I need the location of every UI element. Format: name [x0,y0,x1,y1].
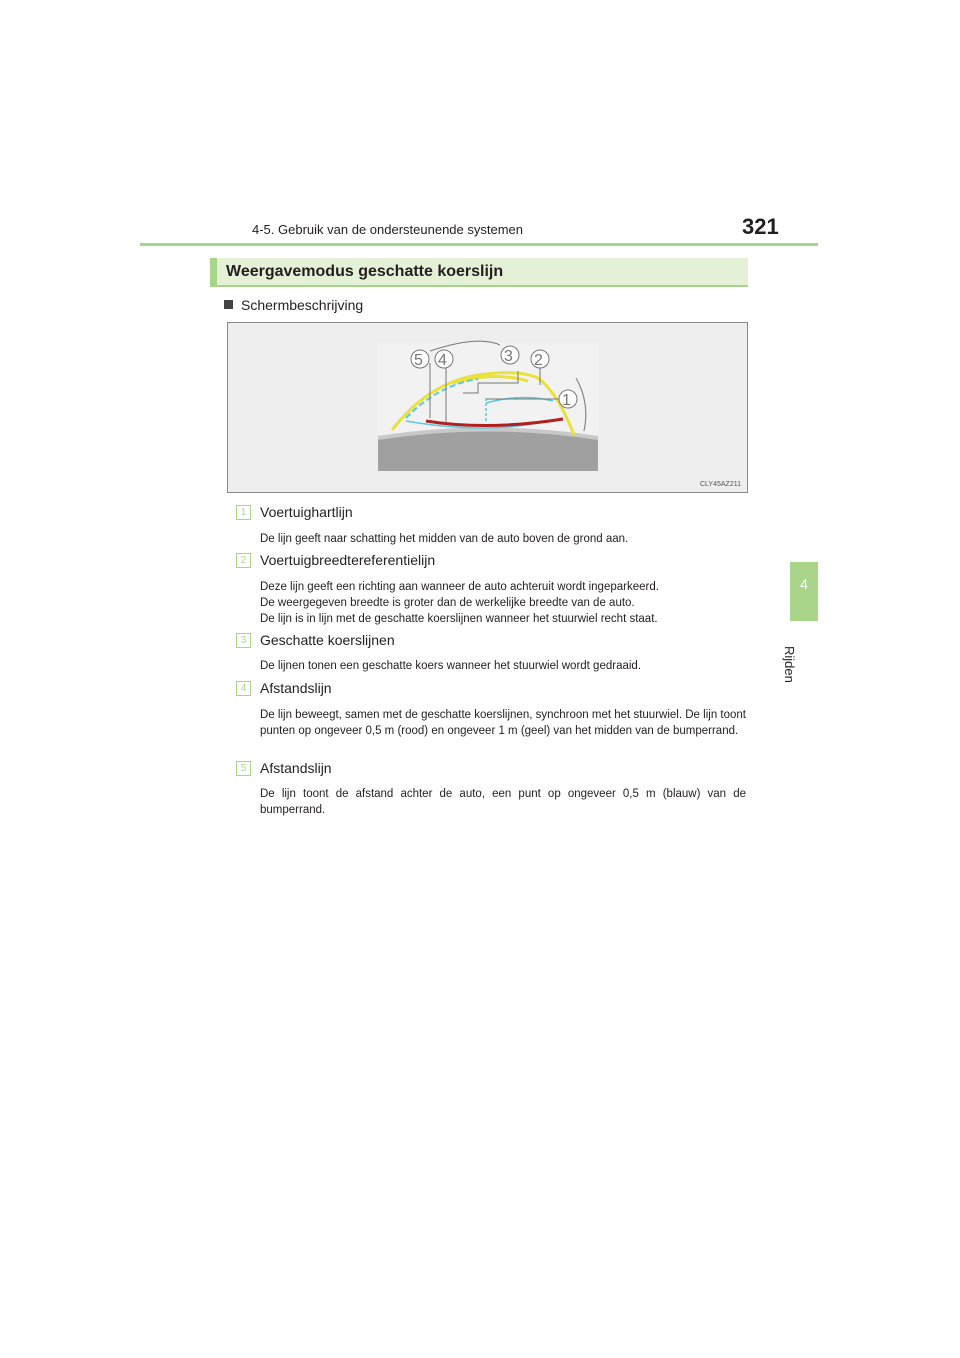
chapter-number: 4 [800,576,808,592]
section-bar-accent [210,258,217,287]
subheading-text: Schermbeschrijving [241,297,364,313]
bullet-square-icon [224,300,233,309]
chapter-label: Rijden [782,646,797,683]
callout-5: 5 [414,352,423,369]
item-number-3: 3 [236,633,251,648]
chapter-tab-rule [790,620,818,621]
item-desc-4: De lijn beweegt, samen met de geschatte koerslijnen, synchroon met het stuurwiel. De lijn toont punten op ongeveer 0,5 m (rood) en ongeveer 1 m (geel) van het midden van de bumperrand. [260,709,746,737]
running-header: 4-5. Gebruik van de ondersteunende systemen [252,222,524,237]
item-title-4: Afstandslijn [260,680,332,696]
item-number-4: 4 [236,681,251,696]
page-number: 321 [742,214,779,239]
screen-figure [227,322,748,493]
figure-code: CLY45AZ211 [700,481,741,488]
item-number-5: 5 [236,761,251,776]
callout-3: 3 [504,348,513,365]
item-title-3: Geschatte koerslijnen [260,632,395,648]
subheading [224,297,363,313]
item-title-5: Afstandslijn [260,760,332,776]
callout-4: 4 [438,352,447,369]
item-desc-2: Deze lijn geeft een richting aan wanneer de auto achteruit wordt ingeparkeerd. De weergegeven breedte is groter dan de werkelijke breedte van de auto. De lijn is in lijn met de geschatte koerslijnen wanneer het stuurwiel recht staat. [260,581,659,625]
callout-2: 2 [534,352,543,369]
item-number-2: 2 [236,553,251,568]
item-title-1: Voertuighartlijn [260,504,353,520]
callout-1: 1 [562,392,571,409]
header-rule [140,243,818,246]
section-title: Weergavemodus geschatte koerslijn [226,263,504,280]
camera-screen-illustration [228,323,747,492]
chapter-tab [790,562,818,620]
item-number-1: 1 [236,505,251,520]
item-desc-5: De lijn toont de afstand achter de auto, een punt op ongeveer 0,5 m (blauw) van de bumperrand. [260,788,746,816]
item-desc-1: De lijn geeft naar schatting het midden van de auto boven de grond aan. [260,533,629,545]
item-title-2: Voertuigbreedtereferentielijn [260,552,436,568]
item-desc-3: De lijnen tonen een geschatte koers wanneer het stuurwiel wordt gedraaid. [260,660,642,672]
